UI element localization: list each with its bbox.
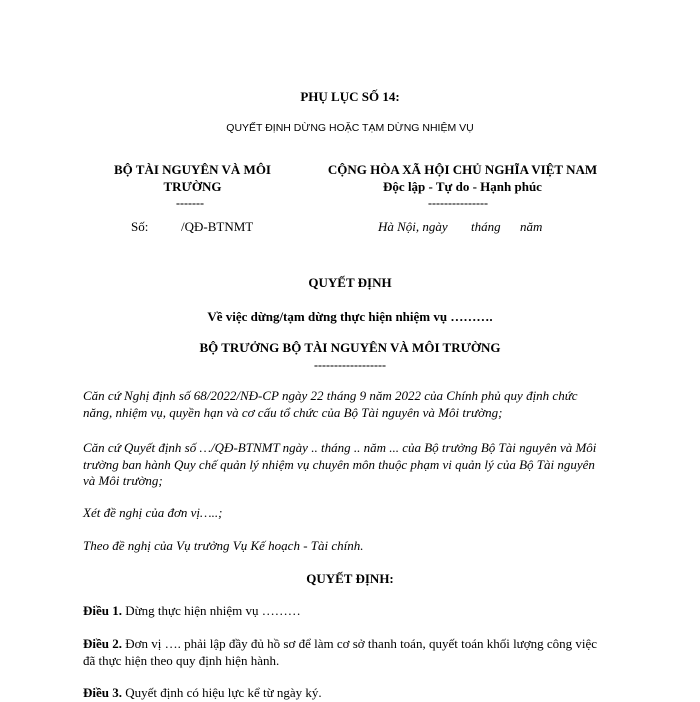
authority-dashes: ------------------ [314,358,386,372]
ministry-name-line1: BỘ TÀI NGUYÊN VÀ MÔI [114,162,271,177]
preamble-legal-basis-2: Căn cứ Quyết định số …/QĐ-BTNMT ngày .. tháng .. năm ... của Bộ trưởng Bộ Tài nguyên và Môi trường ban hành Quy chế quản lý nhiệm vụ chuyên môn thuộc phạm vi quản lý của Bộ Tài nguyên và Môi trường; [83,440,597,488]
appendix-subtitle: QUYẾT ĐỊNH DỪNG HOẶC TẠM DỪNG NHIỆM VỤ [226,122,474,134]
ministry-header [95,161,290,195]
preamble-department-proposal: Theo đề nghị của Vụ trưởng Vụ Kế hoạch - Tài chính. [83,538,364,553]
national-motto: Độc lập - Tự do - Hạnh phúc [383,179,542,194]
national-title: CỘNG HÒA XÃ HỘI CHỦ NGHĨA VIỆT NAM [327,162,598,177]
ministry-name-line2: TRƯỜNG [163,179,222,194]
appendix-title: PHỤ LỤC SỐ 14: [300,89,400,104]
number-code: /QĐ-BTNMT [181,219,254,234]
authority-title: BỘ TRƯỞNG BỘ TÀI NGUYÊN VÀ MÔI TRƯỜNG [199,340,501,355]
preamble-unit-request: Xét đề nghị của đơn vị…..; [83,505,223,520]
article-2-text: Đơn vị …. phải lập đầy đủ hồ sơ để làm cơ sở thanh toán, quyết toán khối lượng công việc đã thực hiện theo quy định hiện hành. [83,636,598,668]
article-1-label: Điều 1. [83,603,122,618]
date-month: tháng [471,219,501,234]
place-date: Hà Nội, ngày [378,219,448,234]
national-dashes: --------------- [428,196,488,210]
national-header [305,161,620,195]
article-3 [83,685,605,702]
article-3-text: Quyết định có hiệu lực kể từ ngày ký. [125,685,322,700]
article-2-label: Điều 2. [83,636,122,651]
article-3-label: Điều 3. [83,685,122,700]
article-1-text: Dừng thực hiện nhiệm vụ ……… [125,603,301,618]
date-year: năm [520,219,543,234]
number-label: Số: [131,219,149,234]
decides-heading: QUYẾT ĐỊNH: [306,571,394,586]
preamble-legal-basis-1: Căn cứ Nghị định số 68/2022/NĐ-CP ngày 22 tháng 9 năm 2022 của Chính phủ quy định chức năng, nhiệm vụ, quyền hạn và cơ cấu tổ chức của Bộ Tài nguyên và Môi trường; [83,388,578,420]
ministry-dashes: ------- [176,196,204,210]
decision-title: QUYẾT ĐỊNH [308,275,392,290]
article-1 [83,603,605,620]
decision-subject: Về việc dừng/tạm dừng thực hiện nhiệm vụ ………. [207,309,493,324]
article-2 [83,636,605,669]
